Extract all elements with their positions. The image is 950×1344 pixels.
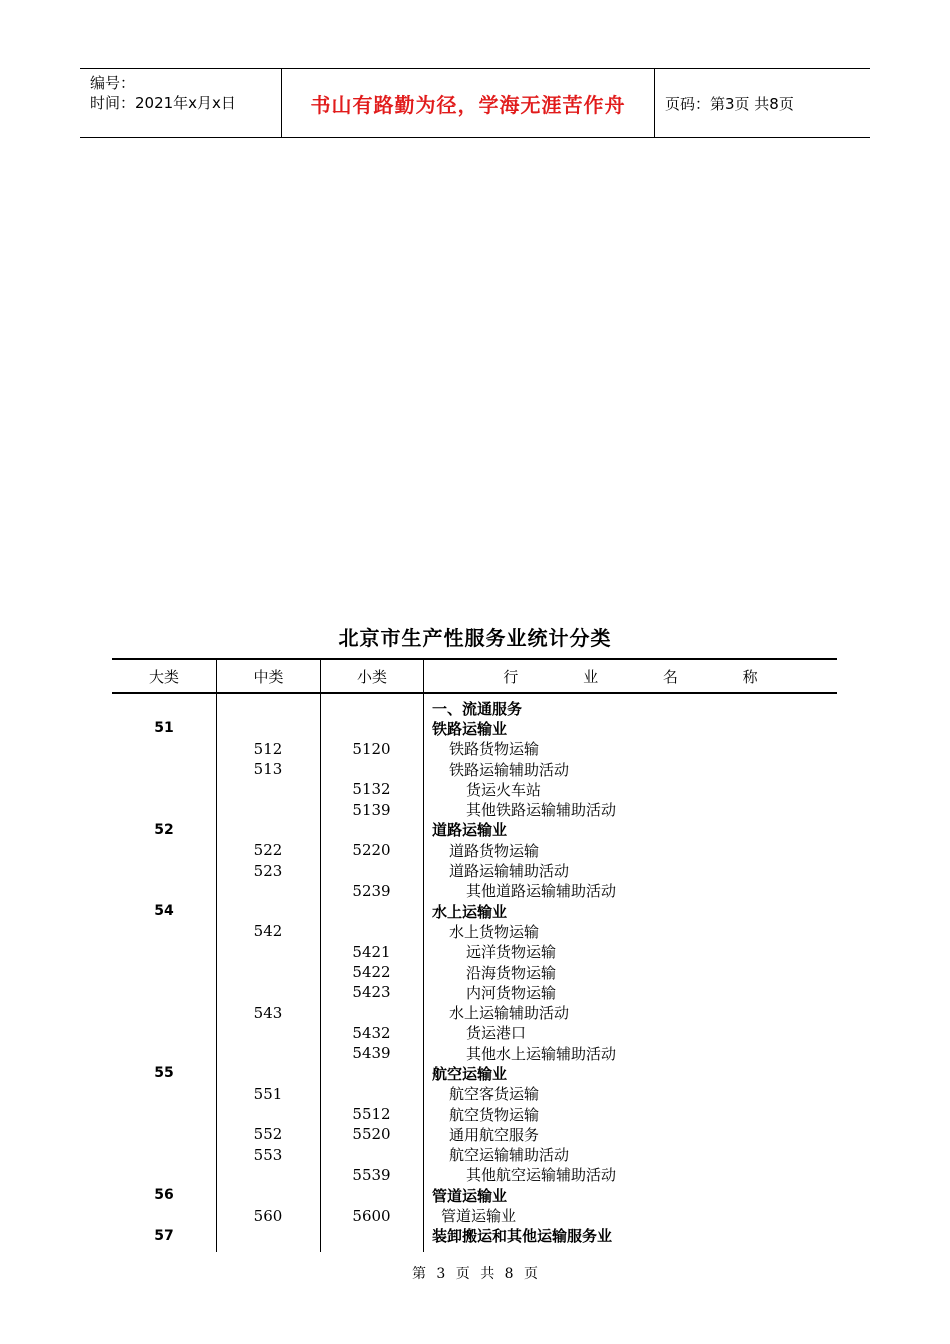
table-row (112, 1104, 837, 1124)
industry-name-cell: 道路货物运输 (449, 841, 540, 860)
big-category-cell: 51 (154, 720, 174, 737)
table-row (112, 840, 837, 860)
motto-text: 书山有路勤为径，学海无涯苦作舟 (310, 92, 626, 117)
table-row (112, 1185, 837, 1205)
table-row (112, 982, 837, 1002)
page-info: 页码：第3页 共8页 (665, 94, 794, 113)
table-row (112, 1226, 837, 1246)
header-small-category: 小类 (320, 660, 423, 692)
table-row (112, 860, 837, 880)
small-category-cell: 5120 (352, 739, 391, 758)
industry-name-cell: 铁路货物运输 (449, 740, 540, 759)
table-row (112, 820, 837, 840)
mid-category-cell: 522 (253, 841, 283, 860)
table-row (112, 1124, 837, 1144)
mid-category-cell: 551 (253, 1084, 283, 1103)
table-row (112, 1002, 837, 1022)
big-category-cell: 52 (154, 821, 174, 838)
header-motto-cell (281, 69, 655, 137)
small-category-cell: 5139 (352, 800, 391, 819)
table-rows (112, 698, 837, 1246)
industry-name-cell: 沿海货物运输 (466, 963, 557, 982)
column-divider (423, 694, 424, 1252)
industry-name-cell: 货运火车站 (466, 780, 542, 799)
table-row (112, 698, 837, 718)
table-row (112, 1043, 837, 1063)
small-category-cell: 5422 (352, 963, 391, 981)
table-row (112, 799, 837, 819)
industry-name-cell: 航空运输辅助活动 (449, 1146, 570, 1165)
industry-name-cell: 铁路运输业 (432, 719, 508, 738)
industry-name-cell: 航空运输业 (432, 1065, 508, 1083)
table-row (112, 962, 837, 982)
table-row (112, 1145, 837, 1165)
industry-name-cell: 其他航空运输辅助活动 (466, 1166, 617, 1185)
small-category-cell: 5439 (352, 1044, 391, 1063)
industry-name-cell: 水上运输辅助活动 (449, 1004, 570, 1023)
table-row (112, 1165, 837, 1185)
industry-name-cell: 内河货物运输 (466, 983, 557, 1002)
small-category-cell: 5432 (352, 1023, 391, 1042)
table-header (112, 658, 837, 694)
mid-category-cell: 512 (253, 739, 283, 758)
industry-name-cell: 航空客货运输 (449, 1085, 540, 1104)
table-row (112, 1063, 837, 1083)
table-row (112, 1205, 837, 1225)
big-category-cell: 57 (154, 1227, 174, 1244)
small-category-cell: 5539 (352, 1165, 391, 1184)
header-mid-category: 中类 (216, 660, 320, 692)
table-row (112, 881, 837, 901)
classification-table (112, 658, 837, 1246)
industry-name-cell: 铁路运输辅助活动 (449, 760, 570, 779)
table-row (112, 901, 837, 921)
industry-name-cell: 一、流通服务 (432, 699, 523, 718)
industry-name-cell: 通用航空服务 (449, 1125, 540, 1144)
industry-name-cell: 货运港口 (466, 1024, 527, 1043)
page-footer: 第 3 页 共 8 页 (411, 1266, 539, 1282)
table-row (112, 1023, 837, 1043)
mid-category-cell: 542 (253, 922, 283, 941)
industry-name-cell: 管道运输业 (441, 1207, 517, 1226)
industry-name-cell: 道路运输辅助活动 (449, 862, 570, 881)
industry-name-cell: 水上运输业 (432, 902, 508, 921)
small-category-cell: 5132 (352, 780, 391, 799)
industry-name-cell: 道路运输业 (432, 821, 508, 840)
page-header (80, 68, 870, 138)
column-divider (320, 694, 321, 1252)
header-meta (80, 69, 281, 137)
small-category-cell: 5600 (352, 1206, 391, 1225)
small-category-cell: 5421 (352, 942, 391, 961)
table-body (112, 694, 837, 1246)
mid-category-cell: 560 (253, 1206, 283, 1225)
mid-category-cell: 523 (253, 861, 283, 880)
table-row (112, 759, 837, 779)
mid-category-cell: 552 (253, 1125, 283, 1144)
table-row (112, 942, 837, 962)
small-category-cell: 5220 (352, 841, 391, 860)
table-row (112, 739, 837, 759)
table-row (112, 718, 837, 738)
number-label: 编号： (90, 74, 136, 92)
industry-name-cell: 其他道路运输辅助活动 (466, 882, 617, 901)
mid-category-cell: 553 (253, 1145, 283, 1164)
column-divider (216, 694, 217, 1252)
industry-name-cell: 装卸搬运和其他运输服务业 (432, 1227, 613, 1246)
mid-category-cell: 543 (253, 1003, 283, 1022)
document-title: 北京市生产性服务业统计分类 (338, 626, 612, 650)
industry-name-cell: 航空货物运输 (449, 1105, 540, 1124)
small-category-cell: 5520 (352, 1125, 391, 1144)
time-label: 时间：2021年x月x日 (90, 94, 236, 112)
mid-category-cell: 513 (253, 760, 283, 779)
small-category-cell: 5512 (352, 1105, 391, 1124)
industry-name-cell: 水上货物运输 (449, 922, 540, 941)
table-row (112, 921, 837, 941)
header-big-category: 大类 (148, 667, 179, 686)
table-row (112, 779, 837, 799)
industry-name-cell: 其他水上运输辅助活动 (466, 1044, 617, 1063)
small-category-cell: 5423 (352, 983, 391, 1002)
big-category-cell: 56 (154, 1187, 174, 1204)
industry-name-cell: 远洋货物运输 (466, 943, 557, 962)
industry-name-cell: 其他铁路运输辅助活动 (466, 801, 617, 820)
big-category-cell: 55 (154, 1065, 174, 1082)
small-category-cell: 5239 (352, 881, 391, 900)
industry-name-cell: 管道运输业 (432, 1186, 508, 1205)
table-row (112, 1084, 837, 1104)
header-page-cell (655, 69, 870, 137)
big-category-cell: 54 (154, 903, 174, 920)
header-industry-name: 行 业 名 称 (423, 660, 837, 692)
